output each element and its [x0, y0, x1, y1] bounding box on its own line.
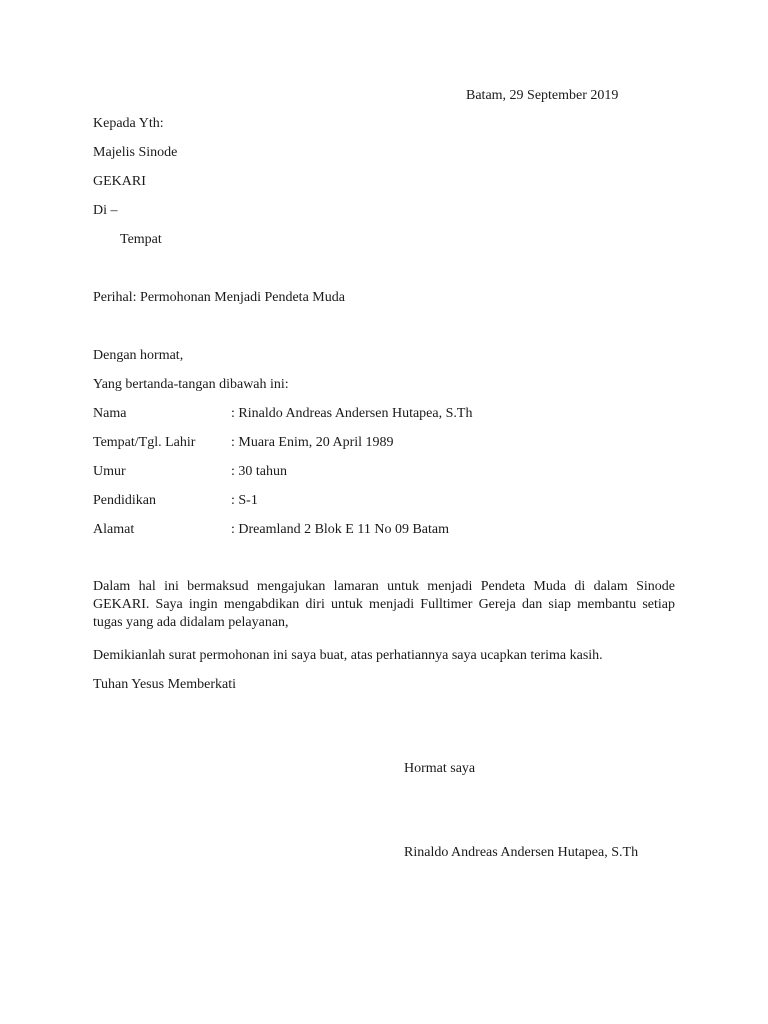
field-label-umur: Umur — [93, 464, 126, 479]
body-paragraph: Dalam hal ini bermaksud mengajukan lamaran untuk menjadi Pendeta Muda di dalam Sinode GEKARI. Saya ingin mengabdikan diri untuk menjadi Fulltimer Gereja dan siap membantu setiap tugas yang ada didalam pelayanan, — [93, 579, 675, 630]
recipient-line-3: Di – — [93, 203, 118, 218]
field-value-pendidikan: : S-1 — [231, 493, 258, 508]
field-label-nama: Nama — [93, 406, 127, 421]
field-label-pendidikan: Pendidikan — [93, 493, 156, 508]
field-label-ttl: Tempat/Tgl. Lahir — [93, 435, 196, 450]
recipient-line-2: GEKARI — [93, 174, 146, 189]
field-value-ttl: : Muara Enim, 20 April 1989 — [231, 435, 394, 450]
letter-subject: Perihal: Permohonan Menjadi Pendeta Muda — [93, 290, 345, 305]
field-value-umur: : 30 tahun — [231, 464, 287, 479]
blessing-line: Tuhan Yesus Memberkati — [93, 677, 236, 692]
field-label-alamat: Alamat — [93, 522, 135, 537]
recipient-salutation: Kepada Yth: — [93, 116, 164, 131]
sign-off: Hormat saya — [404, 761, 476, 776]
closing-paragraph: Demikianlah surat permohonan ini saya buat, atas perhatiannya saya ucapkan terima kasih. — [93, 648, 603, 663]
letter-greeting: Dengan hormat, — [93, 348, 184, 363]
recipient-line-1: Majelis Sinode — [93, 145, 178, 160]
signer-name: Rinaldo Andreas Andersen Hutapea, S.Th — [404, 845, 639, 860]
field-value-nama: : Rinaldo Andreas Andersen Hutapea, S.Th — [231, 406, 473, 421]
field-value-alamat: : Dreamland 2 Blok E 11 No 09 Batam — [231, 522, 449, 537]
recipient-line-4: Tempat — [120, 232, 162, 247]
letter-intro: Yang bertanda-tangan dibawah ini: — [93, 377, 289, 392]
letter-date: Batam, 29 September 2019 — [466, 88, 619, 103]
